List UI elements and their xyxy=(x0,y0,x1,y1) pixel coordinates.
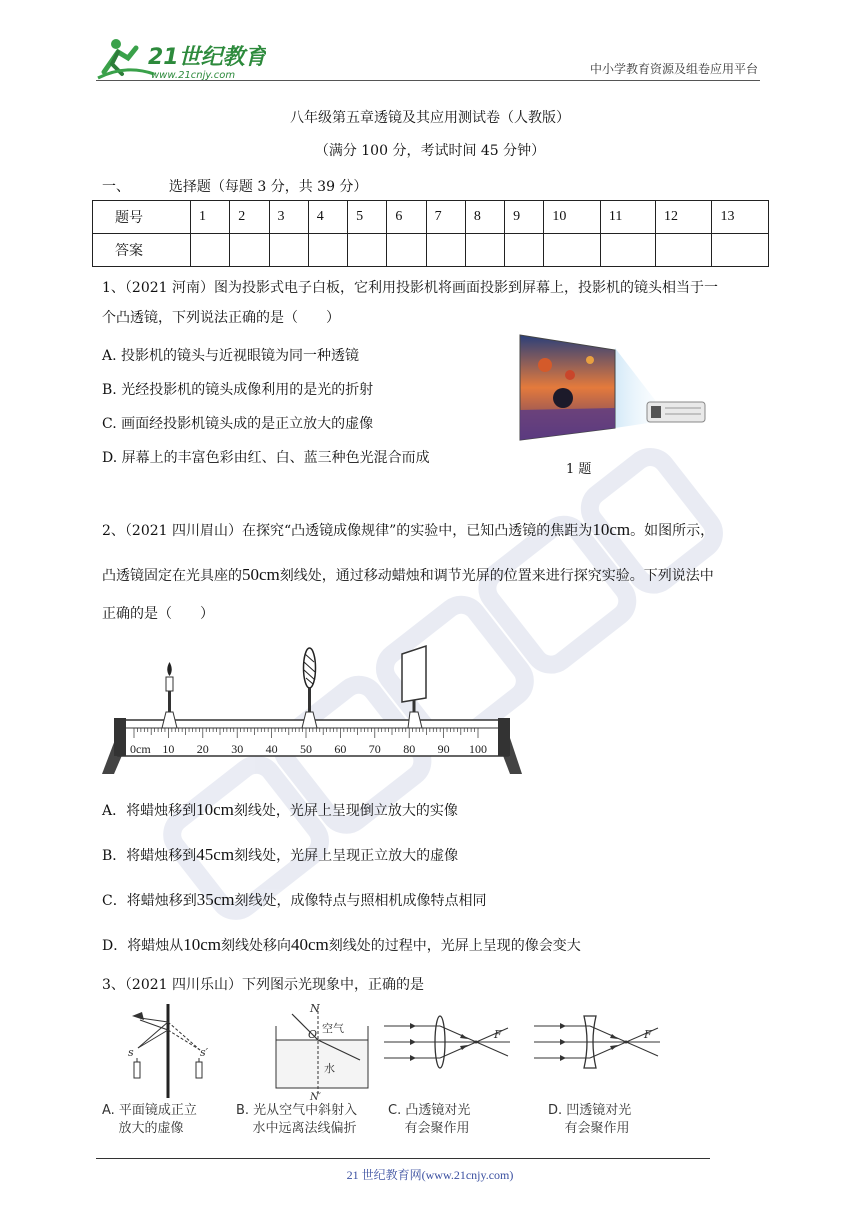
answer-cell[interactable] xyxy=(712,234,769,267)
table-row xyxy=(93,234,769,267)
q3-label-line: 水中远离法线偏折 xyxy=(236,1121,357,1136)
q2-text: 。如图所示， xyxy=(630,523,715,539)
ruler-label: 20 xyxy=(196,742,209,756)
section-heading xyxy=(102,176,367,196)
q1-option-d: D. 屏幕上的丰富色彩由红、白、蓝三种色光混合而成 xyxy=(102,450,430,466)
q2-text: 凸透镜固定在光具座的 xyxy=(102,568,242,584)
q3-option-d-label xyxy=(548,1102,631,1138)
ruler-label: 10 xyxy=(162,742,175,756)
q1-figure-caption: 1 题 xyxy=(566,462,592,477)
ruler-label: 40 xyxy=(265,742,278,756)
q2-focal-length: 10cm xyxy=(592,520,631,539)
table-cell: 5 xyxy=(348,201,387,234)
table-cell: 2 xyxy=(230,201,269,234)
label-s: s xyxy=(128,1046,134,1059)
q2-stem-line1 xyxy=(102,521,762,540)
projector-whiteboard-figure xyxy=(515,330,715,445)
footer-link[interactable]: 21 世纪教育网(www.21cnjy.com) xyxy=(346,1168,514,1182)
q2-stem-line2 xyxy=(102,566,762,585)
q2-option-text: D．将蜡烛从 xyxy=(102,938,184,954)
section-number: 一、 xyxy=(102,179,130,195)
q2-option-b xyxy=(102,845,458,865)
label-s-prime: s′ xyxy=(200,1046,209,1059)
q3-label-line: D. 凹透镜对光 xyxy=(548,1103,632,1118)
q2-option-text: 刻线处的过程中，光屏上呈现的像会变大 xyxy=(328,938,581,954)
ruler-label: 80 xyxy=(403,742,416,756)
q2-option-text: 刻线处，光屏上呈现倒立放大的实像 xyxy=(233,803,458,819)
exam-title: 八年级第五章透镜及其应用测试卷（人教版） xyxy=(290,110,570,126)
label-f: F xyxy=(644,1028,652,1041)
q3-option-c-label xyxy=(388,1102,470,1138)
q2-option-value: 40cm xyxy=(291,935,329,954)
q1-stem-line2: 个凸透镜，下列说法正确的是（ ） xyxy=(102,310,340,326)
label-n: N xyxy=(310,1002,320,1015)
q2-stem-line3: 正确的是（ ） xyxy=(102,606,214,622)
q3-option-b-label xyxy=(236,1102,357,1138)
answer-cell[interactable] xyxy=(269,234,308,267)
q3-label-line: 有会聚作用 xyxy=(548,1121,630,1136)
refraction-figure xyxy=(270,1000,375,1100)
answer-cell[interactable] xyxy=(426,234,465,267)
q2-option-text: 刻线处，成像特点与照相机成像特点相同 xyxy=(234,893,487,909)
q1-option-b: B. 光经投影机的镜头成像利用的是光的折射 xyxy=(102,382,374,398)
table-cell: 1 xyxy=(191,201,230,234)
runner-logo-icon xyxy=(98,39,154,78)
answer-cell[interactable] xyxy=(505,234,544,267)
ruler-label: 70 xyxy=(368,742,381,756)
table-cell: 4 xyxy=(308,201,347,234)
platform-name: 中小学教育资源及组卷应用平台 xyxy=(589,62,758,76)
q3-label-line: 有会聚作用 xyxy=(388,1121,470,1136)
q2-text: 刻线处，通过移动蜡烛和调节光屏的位置来进行探究实验。下列说法中 xyxy=(279,568,714,584)
answer-cell[interactable] xyxy=(308,234,347,267)
q3-label-line: 放大的虚像 xyxy=(102,1121,184,1136)
site-logo xyxy=(96,34,266,84)
ruler-label: 0cm xyxy=(130,742,151,756)
ruler-label: 60 xyxy=(334,742,347,756)
q2-option-value: 10cm xyxy=(183,935,222,954)
q2-option-value: 45cm xyxy=(196,845,235,864)
table-header-answer: 答案 xyxy=(93,234,191,267)
table-cell: 6 xyxy=(387,201,426,234)
answer-cell[interactable] xyxy=(544,234,600,267)
answer-cell[interactable] xyxy=(656,234,712,267)
section-label: 选择题（每题 3 分，共 39 分） xyxy=(168,179,368,195)
label-water: 水 xyxy=(324,1062,335,1075)
table-header-number: 题号 xyxy=(93,201,191,234)
table-cell: 13 xyxy=(712,201,769,234)
plane-mirror-figure xyxy=(118,1000,218,1100)
label-o: O xyxy=(308,1028,318,1041)
q1-stem-line1: 1、（2021 河南）图为投影式电子白板，它利用投影机将画面投影到屏幕上，投影机的镜头相当于一 xyxy=(102,280,718,296)
q2-option-value: 35cm xyxy=(196,890,235,909)
projector-icon xyxy=(647,402,705,422)
q3-label-line: C. 凸透镜对光 xyxy=(388,1103,471,1118)
answer-cell[interactable] xyxy=(348,234,387,267)
table-cell: 10 xyxy=(544,201,600,234)
footer-divider xyxy=(96,1158,710,1159)
ruler-label: 30 xyxy=(231,742,244,756)
q1-option-c: C. 画面经投影机镜头成的是正立放大的虚像 xyxy=(102,416,374,432)
q2-option-text: 刻线处，光屏上呈现正立放大的虚像 xyxy=(234,848,459,864)
q2-option-text: B．将蜡烛移到 xyxy=(102,848,197,864)
table-cell: 3 xyxy=(269,201,308,234)
answer-cell[interactable] xyxy=(230,234,269,267)
ruler-label: 50 xyxy=(300,742,312,756)
q2-lens-position: 50cm xyxy=(242,565,280,584)
label-f: F xyxy=(494,1028,502,1041)
exam-subtitle: （满分 100 分，考试时间 45 分钟） xyxy=(314,143,546,159)
q3-stem: 3、（2021 四川乐山）下列图示光现象中，正确的是 xyxy=(102,977,424,993)
concave-lens-rays-figure xyxy=(532,1012,662,1072)
convex-lens-rays-figure xyxy=(382,1012,512,1072)
q2-option-text: A．将蜡烛移到 xyxy=(102,803,197,819)
q2-option-d xyxy=(102,935,581,955)
table-cell: 12 xyxy=(656,201,712,234)
q2-option-text: 刻线处移向 xyxy=(221,938,292,954)
convex-lens-icon xyxy=(302,648,317,728)
table-row xyxy=(93,201,769,234)
answer-cell[interactable] xyxy=(191,234,230,267)
answer-table xyxy=(92,200,769,267)
q3-label-line: B. 光从空气中斜射入 xyxy=(236,1103,358,1118)
header-divider xyxy=(96,80,760,81)
q2-option-c xyxy=(102,890,487,910)
q1-option-a: A. 投影机的镜头与近视眼镜为同一种透镜 xyxy=(102,348,360,364)
label-n-prime: N′ xyxy=(310,1092,322,1100)
ruler-label: 90 xyxy=(437,742,450,756)
q3-option-a-label xyxy=(102,1102,197,1138)
optical-bench-figure xyxy=(96,640,526,780)
table-cell: 9 xyxy=(505,201,544,234)
table-cell: 7 xyxy=(426,201,465,234)
q2-option-text: C．将蜡烛移到 xyxy=(102,893,197,909)
label-air: 空气 xyxy=(322,1022,344,1035)
table-cell: 8 xyxy=(465,201,504,234)
candle-icon xyxy=(162,662,177,728)
q3-label-line: A. 平面镜成正立 xyxy=(102,1103,197,1118)
answer-cell[interactable] xyxy=(600,234,655,267)
answer-cell[interactable] xyxy=(387,234,426,267)
q2-option-value: 10cm xyxy=(196,800,234,819)
answer-cell[interactable] xyxy=(465,234,504,267)
table-cell: 11 xyxy=(600,201,655,234)
light-screen-icon xyxy=(402,646,426,728)
q2-text: 2、（2021 四川眉山）在探究“凸透镜成像规律”的实验中，已知凸透镜的焦距为 xyxy=(102,523,593,539)
logo-url: www.21cnjy.com xyxy=(151,70,236,81)
q2-option-a xyxy=(102,800,458,820)
ruler-label: 100 xyxy=(469,742,487,756)
logo-text: 21世纪教育 xyxy=(148,45,266,70)
